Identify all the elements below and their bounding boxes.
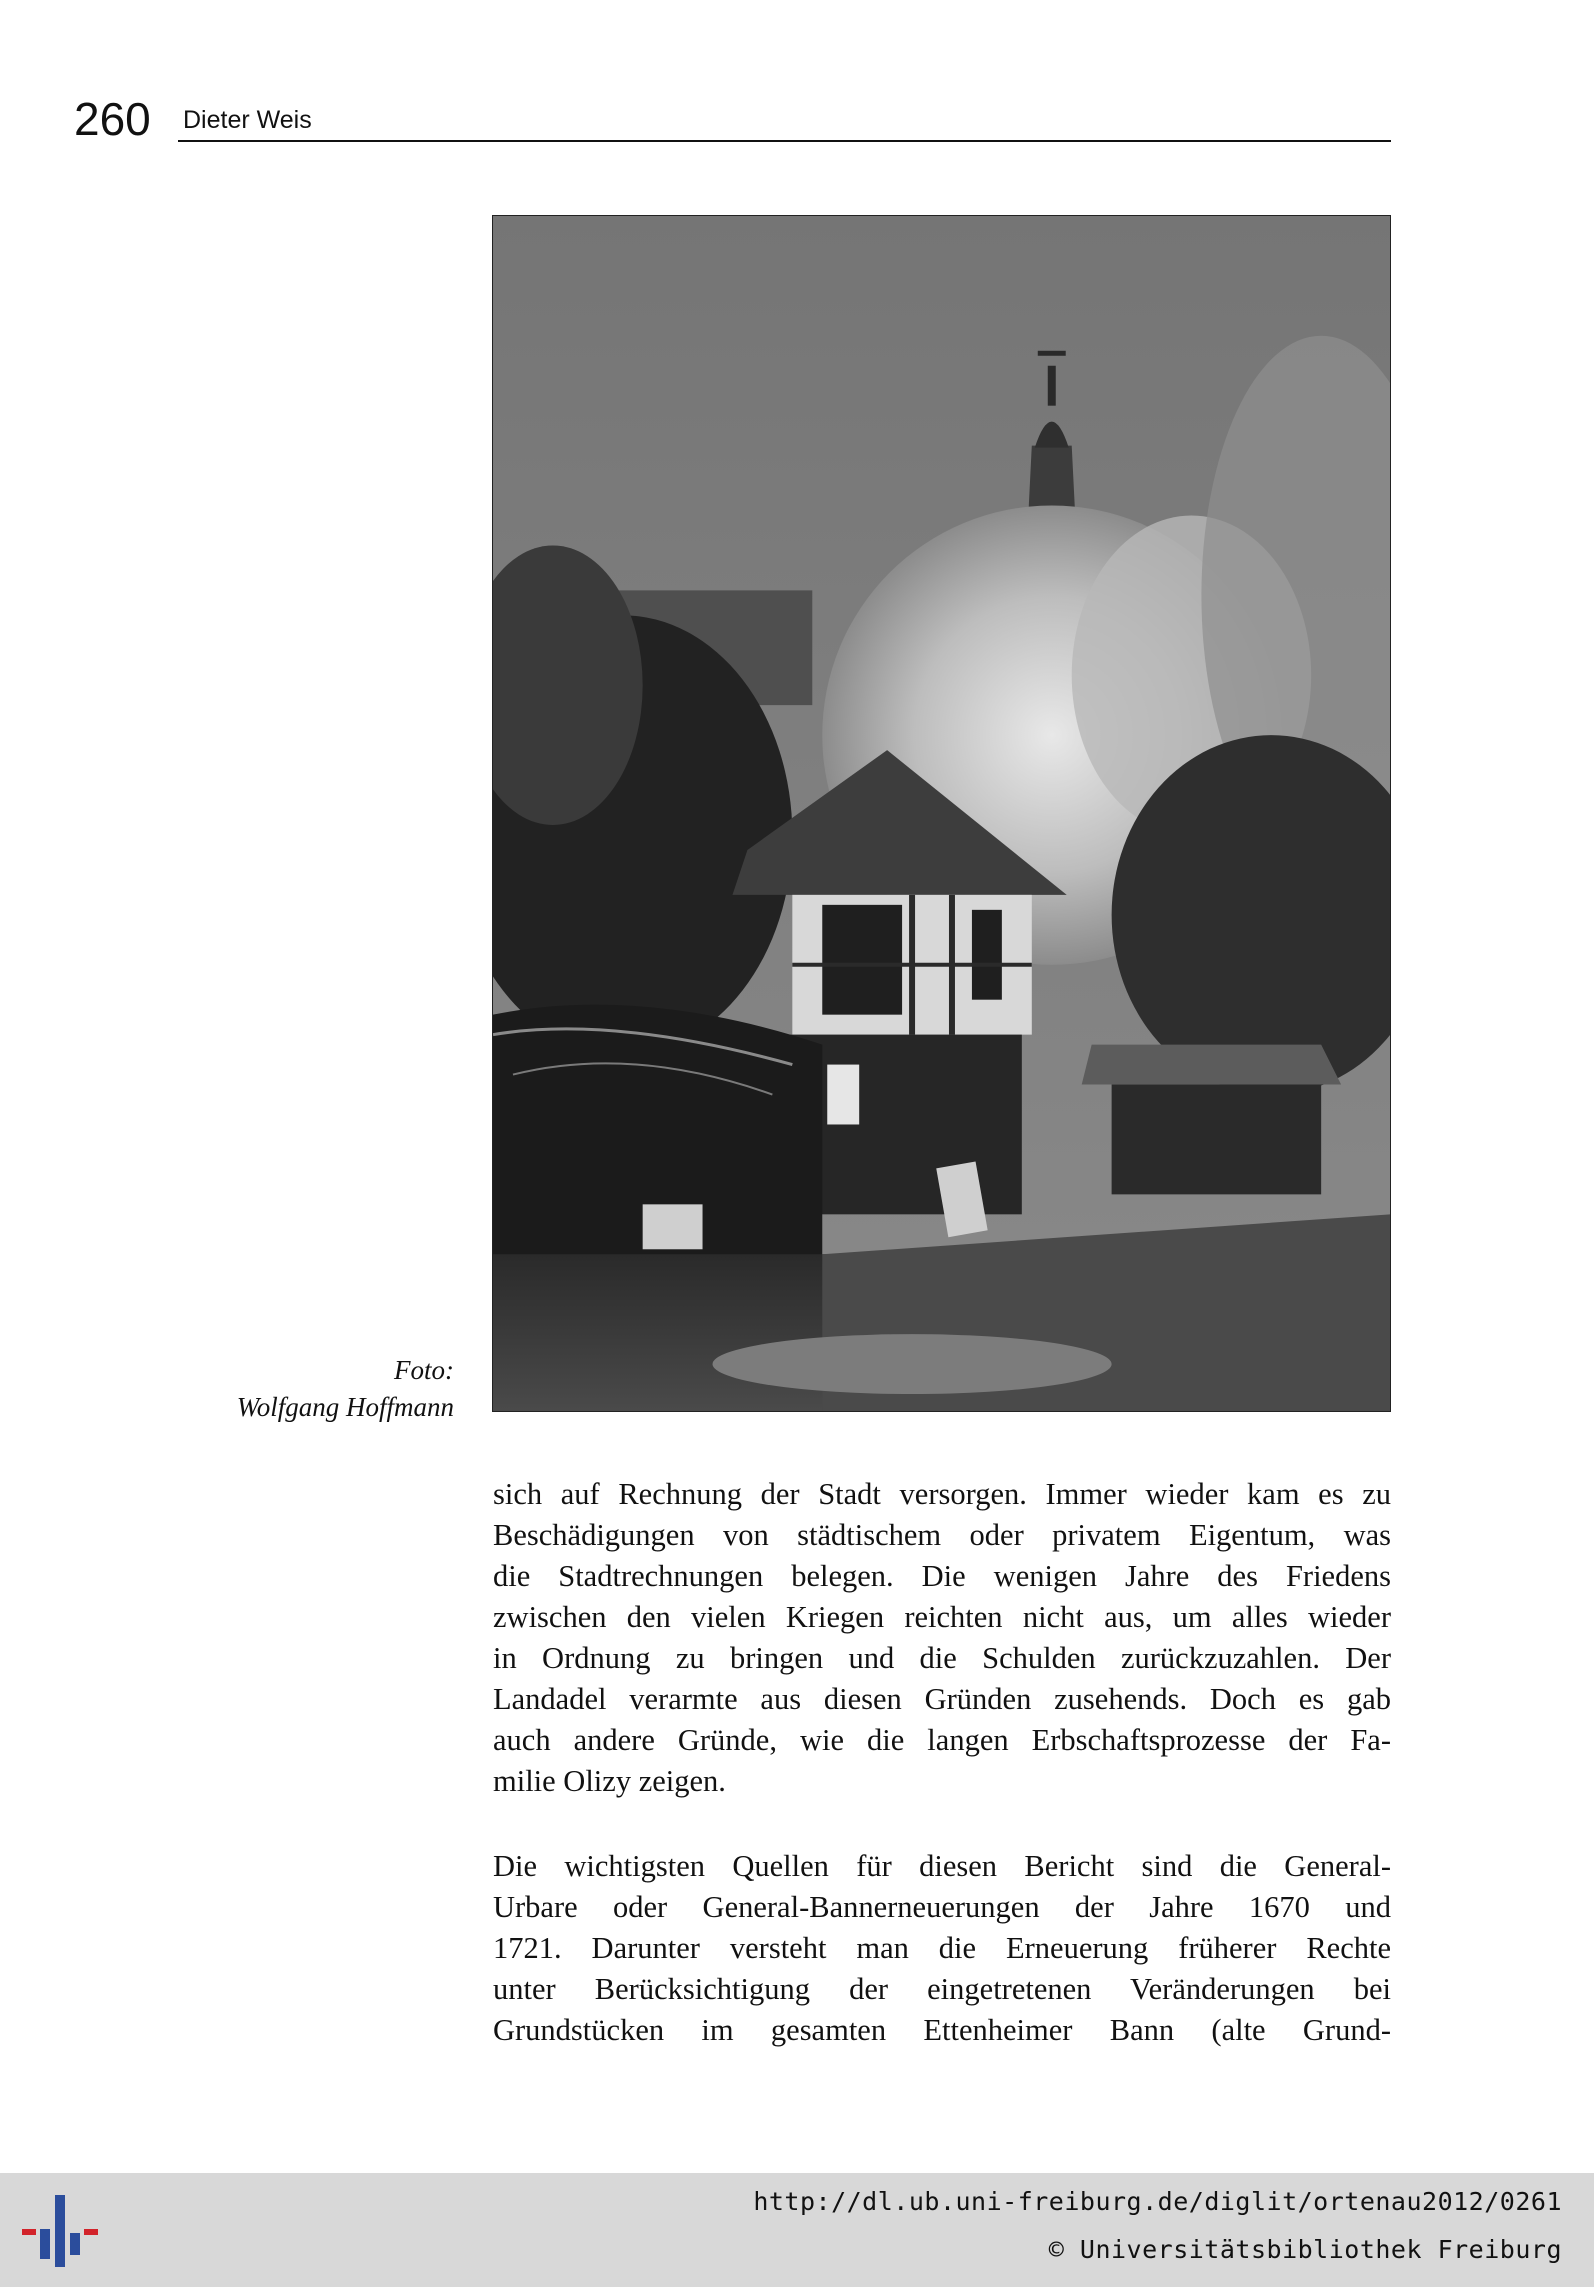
page-number: 260 (74, 93, 151, 145)
photo-image (493, 216, 1390, 1411)
text-line: Die wichtigsten Quellen für diesen Bericht sind die General- (493, 1849, 1391, 1883)
text-line: in Ordnung zu bringen und die Schulden zurückzuzahlen. Der (493, 1641, 1391, 1675)
text-line: 1721. Darunter versteht man die Erneuerung früherer Rechte (493, 1931, 1391, 1965)
text-line: unter Berücksichtigung der eingetretenen Veränderungen bei (493, 1972, 1391, 2006)
photo-caption (237, 1352, 454, 1426)
text-line: Urbare oder General-Bannerneuerungen der Jahre 1670 und (493, 1890, 1391, 1924)
paragraph (493, 1846, 1391, 2051)
paragraph (493, 1474, 1391, 1802)
running-head: Dieter Weis (183, 106, 312, 134)
ub-freiburg-logo-icon (20, 2187, 100, 2273)
text-line: Landadel verarmte aus diesen Gründen zusehends. Doch es gab (493, 1682, 1391, 1716)
caption-label: Foto: (394, 1355, 454, 1385)
text-line: auch andere Gründe, wie die langen Erbschaftsprozesse der Fa- (493, 1723, 1391, 1757)
photo-garden-house-church-tower (492, 215, 1391, 1412)
footer-copyright: © Universitätsbibliothek Freiburg (1048, 2235, 1562, 2264)
text-line: Beschädigungen von städtischem oder privatem Eigentum, was (493, 1518, 1391, 1552)
text-line: Grundstücken im gesamten Ettenheimer Bann (alte Grund- (493, 2013, 1391, 2047)
footer-bar (0, 2173, 1594, 2287)
caption-photographer: Wolfgang Hoffmann (236, 1392, 454, 1422)
text-line: milie Olizy zeigen. (493, 1764, 726, 1798)
text-line: die Stadtrechnungen belegen. Die wenigen Jahre des Friedens (493, 1559, 1391, 1593)
header-rule (178, 140, 1391, 142)
footer-url-link[interactable]: http://dl.ub.uni-freiburg.de/diglit/ortenau2012/0261 (753, 2187, 1562, 2216)
text-line: zwischen den vielen Kriegen reichten nicht aus, um alles wieder (493, 1600, 1391, 1634)
body-text (493, 1474, 1391, 2051)
text-line: sich auf Rechnung der Stadt versorgen. Immer wieder kam es zu (493, 1477, 1391, 1511)
